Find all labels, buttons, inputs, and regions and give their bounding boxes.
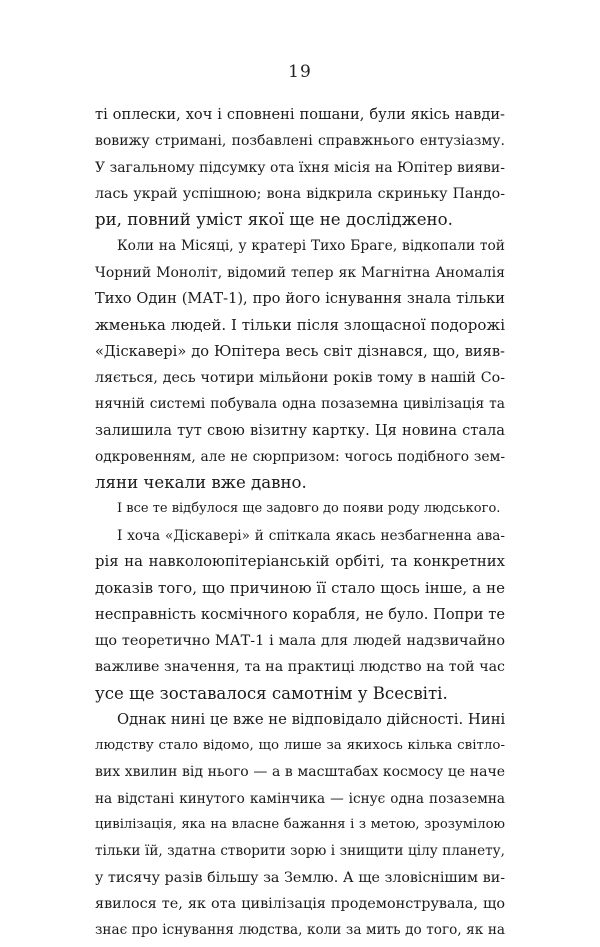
text-line: Однак нині це вже не відповідало дійсності. Нині bbox=[117, 710, 505, 728]
text-line: Коли на Місяці, у кратері Тихо Браге, відкопали той bbox=[117, 238, 505, 255]
text-line: І хоча «Діскавері» й спіткала якась незбагненна ава- bbox=[117, 527, 505, 544]
text-line: ри, повний уміст якої ще не досліджено. bbox=[95, 210, 453, 230]
text-line: у тисячу разів більшу за Землю. А ще зловіснішим ви- bbox=[95, 869, 505, 886]
body-text bbox=[95, 102, 505, 944]
text-line: вих хвилин від нього — а в масштабах космосу це наче bbox=[95, 764, 505, 781]
text-line: що теоретично МАТ-1 і мала для людей надзвичайно bbox=[95, 632, 505, 649]
text-line: «Діскавері» до Юпітера весь світ дізнався, що, вияв- bbox=[95, 342, 505, 360]
text-line: рія на навколоюпітеріанській орбіті, та конкретних bbox=[95, 553, 505, 571]
paragraph bbox=[95, 496, 505, 522]
text-line: одкровенням, але не сюрпризом: чогось подібного зем- bbox=[95, 448, 505, 465]
text-line: залишила тут свою візитну картку. Ця новина стала bbox=[95, 421, 505, 439]
text-line: явилося те, як ота цивілізація продемонструвала, що bbox=[95, 895, 505, 912]
text-line: нячній системі побувала одна позаземна цивілізація та bbox=[95, 396, 505, 413]
text-line: вовижу стримані, позбавлені справжнього ентузіазму. bbox=[95, 133, 505, 150]
text-line: ті оплески, хоч і сповнені пошани, були якісь навди- bbox=[95, 106, 505, 123]
text-line: У загальному підсумку ота їхня місія на Юпітер вияви- bbox=[95, 159, 505, 176]
text-line: ляється, десь чотири мільйони років тому в нашій Со- bbox=[95, 369, 505, 386]
paragraph bbox=[95, 523, 505, 707]
paragraph bbox=[95, 233, 505, 496]
text-line: важливе значення, та на практиці людство на той час bbox=[95, 659, 505, 676]
text-line: Чорний Моноліт, відомий тепер як Магнітна Аномалія bbox=[95, 264, 505, 281]
text-line: несправність космічного корабля, не було. Попри те bbox=[95, 605, 505, 623]
paragraph bbox=[95, 707, 505, 944]
text-line: лась украй успішною; вона відкрила скриньку Пандо- bbox=[95, 185, 505, 202]
text-line: жменька людей. І тільки після злощасної подорожі bbox=[95, 316, 505, 335]
text-line: І все те відбулося ще задовго до появи роду людського. bbox=[117, 501, 501, 517]
text-line: усе ще зоставалося самотнім у Всесвіті. bbox=[95, 683, 448, 703]
page-number: 19 bbox=[288, 62, 312, 82]
text-line: знає про існування людства, коли за мить до того, як на bbox=[95, 922, 505, 939]
text-line: доказів того, що причиною її стало щось інше, а не bbox=[95, 579, 505, 598]
text-line: Тихо Один (МАТ-1), про його існування знала тільки bbox=[95, 290, 505, 308]
text-line: ляни чекали вже давно. bbox=[95, 473, 307, 493]
text-line: тільки їй, здатна створити зорю і знищити цілу планету, bbox=[95, 843, 505, 860]
paragraph bbox=[95, 102, 505, 233]
text-line: цивілізація, яка на власне бажання і з метою, зрозумілою bbox=[95, 817, 505, 833]
text-line: на відстані кинутого камінчика — існує одна позаземна bbox=[95, 790, 505, 807]
text-line: людству стало відомо, що лише за якихось кілька світло- bbox=[95, 738, 505, 754]
